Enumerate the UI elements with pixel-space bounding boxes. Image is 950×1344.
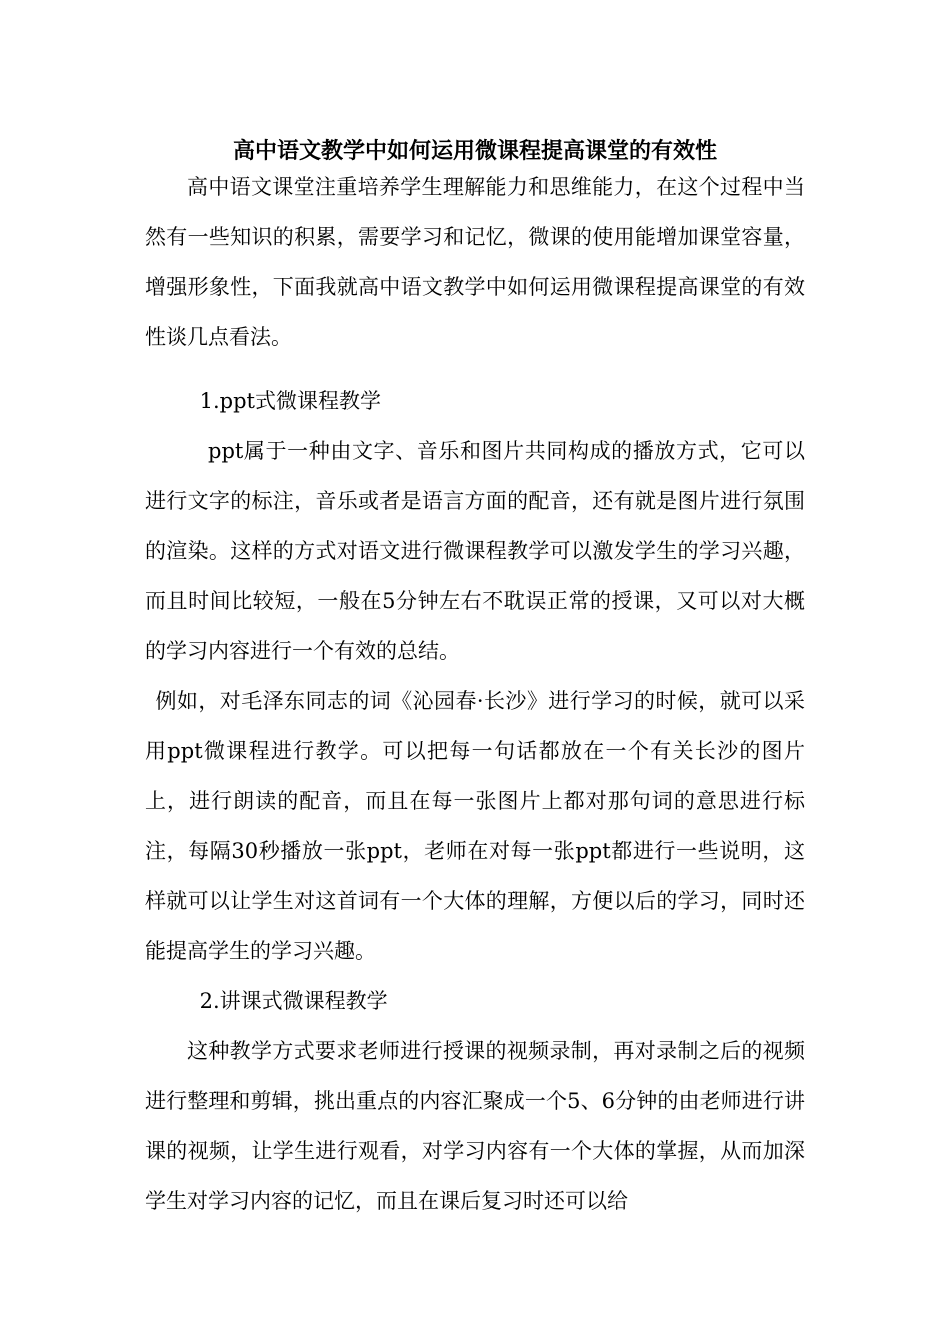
section-2-heading: 2.讲课式微课程教学 [199,989,388,1013]
intro-paragraph: 高中语文课堂注重培养学生理解能力和思维能力，在这个过程中当然有一些知识的积累，需要学习和记忆，微课的使用能增加课堂容量，增强形象性，下面我就高中语文教学中如何运用微课程提高课堂的有效性谈几点看法。 [145,175,805,349]
section-1-heading: 1.ppt式微课程教学 [199,389,381,413]
section-1-paragraph-1: ppt属于一种由文字、音乐和图片共同构成的播放方式，它可以进行文字的标注，音乐或者是语言方面的配音，还有就是图片进行氛围的渲染。这样的方式对语文进行微课程教学可以激发学生的学习兴趣，而且时间比较短，一般在5分钟左右不耽误正常的授课，又可以对大概的学习内容进行一个有效的总结。 [145,439,805,663]
section-2-paragraph-1: 这种教学方式要求老师进行授课的视频录制，再对录制之后的视频进行整理和剪辑，挑出重点的内容汇聚成一个5、6分钟的由老师进行讲课的视频，让学生进行观看，对学习内容有一个大体的掌握，从而加深学生对学习内容的记忆，而且在课后复习时还可以给 [145,1039,805,1213]
document-title: 高中语文教学中如何运用微课程提高课堂的有效性 [232,138,717,164]
section-1-paragraph-2: 例如，对毛泽东同志的词《沁园春·长沙》进行学习的时候，就可以采用ppt微课程进行教学。可以把每一句话都放在一个有关长沙的图片上，进行朗读的配音，而且在每一张图片上都对那句词的意思进行标注，每隔30秒播放一张ppt，老师在对每一张ppt都进行一些说明，这样就可以让学生对这首词有一个大体的理解，方便以后的学习，同时还能提高学生的学习兴趣。 [145,689,805,963]
